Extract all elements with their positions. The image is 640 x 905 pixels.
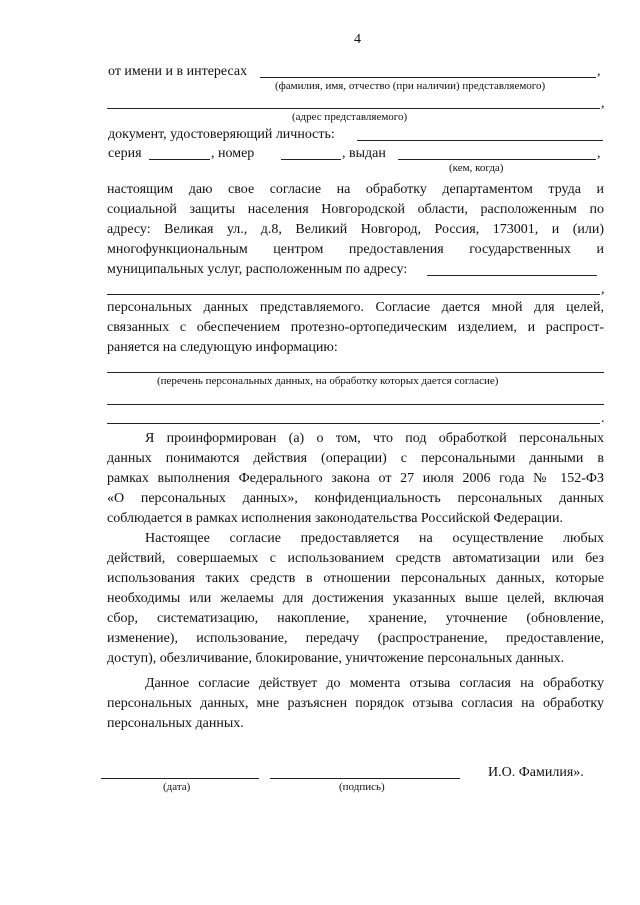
represented-name-field[interactable]	[260, 77, 596, 78]
comma: ,	[601, 96, 605, 111]
scope-last-line: доступ), обезличивание, блокирование, уничтожение персональных данных.	[107, 651, 565, 666]
scope-line: необходимы или желаемы для достижения указанных выше целей, включая	[107, 591, 604, 606]
number-label: , номер	[211, 146, 255, 161]
informed-line: «О персональных данных», конфиденциальность персональных данных	[107, 491, 604, 506]
data-list-field[interactable]	[107, 372, 604, 373]
consent-line: многофункциональным центром предоставления государственных и	[107, 242, 604, 257]
document-label: документ, удостоверяющий личность:	[108, 127, 335, 142]
period: .	[601, 411, 605, 426]
consent-line: настоящим даю свое согласие на обработку департаментом труда и	[107, 182, 604, 197]
number-field[interactable]	[281, 159, 341, 160]
informed-line: данных понимаются действия (операции) с персональными данными в	[107, 451, 604, 466]
consent-line: социальной защиты населения Новгородской области, расположенным по	[107, 202, 604, 217]
date-hint: (дата)	[163, 781, 191, 793]
page-number: 4	[354, 32, 361, 47]
list-hint: (перечень персональных данных, на обработку которых дается согласие)	[157, 375, 499, 387]
validity-last-line: персональных данных.	[107, 716, 244, 731]
document-field[interactable]	[357, 140, 603, 141]
scope-line: изменение), использование, передачу (распространение, предоставление,	[107, 631, 604, 646]
data-list-field-3[interactable]	[107, 423, 600, 424]
consent-line: адресу: Великая ул., д.8, Великий Новгород, Россия, 173001, и (или)	[107, 222, 604, 237]
represented-address-field[interactable]	[107, 108, 600, 109]
purpose-line: связанных с обеспечением протезно-ортопедическим изделием, и распрост-	[107, 320, 604, 335]
purpose-line: персональных данных представляемого. Согласие дается мной для целей,	[107, 300, 604, 315]
comma: ,	[601, 282, 605, 297]
signature-hint: (подпись)	[339, 781, 385, 793]
comma: ,	[597, 146, 601, 161]
signer-name: И.О. Фамилия».	[488, 765, 584, 780]
on-behalf-label: от имени и в интересах	[108, 64, 248, 79]
scope-line: сбор, систематизацию, накопление, хранение, уточнение (обновление,	[107, 611, 604, 626]
scope-line: Настоящее согласие предоставляется на осуществление любых	[145, 531, 604, 546]
validity-line: персональных данных, мне разъяснен порядок отзыва согласия на обработку	[107, 696, 604, 711]
informed-line: рамках выполнения Федерального закона от 27 июля 2006 года № 152-ФЗ	[107, 471, 604, 486]
name-hint: (фамилия, имя, отчество (при наличии) представляемого)	[275, 80, 546, 92]
purpose-last-line: раняется на следующую информацию:	[107, 340, 338, 355]
mfc-address-field-2[interactable]	[107, 294, 600, 295]
comma: ,	[597, 64, 601, 79]
validity-line: Данное согласие действует до момента отзыва согласия на обработку	[145, 676, 604, 691]
issued-hint: (кем, когда)	[449, 162, 504, 174]
series-field[interactable]	[149, 159, 210, 160]
scope-line: действий, совершаемых с использованием средств автоматизации или без	[107, 551, 604, 566]
informed-line: Я проинформирован (а) о том, что под обработкой персональных	[145, 431, 604, 446]
issued-label: , выдан	[342, 146, 386, 161]
series-label: серия	[108, 146, 142, 161]
informed-last-line: соблюдается в рамках исполнения законодательства Российской Федерации.	[107, 511, 564, 526]
data-list-field-2[interactable]	[107, 404, 604, 405]
date-field[interactable]	[101, 778, 259, 779]
address-hint: (адрес представляемого)	[292, 111, 408, 123]
issued-field[interactable]	[398, 159, 596, 160]
mfc-address-field[interactable]	[427, 275, 597, 276]
scope-line: использования таких средств в отношении персональных данных, которые	[107, 571, 604, 586]
signature-field[interactable]	[270, 778, 460, 779]
consent-last-line: муниципальных услуг, расположенным по адресу:	[107, 262, 408, 277]
